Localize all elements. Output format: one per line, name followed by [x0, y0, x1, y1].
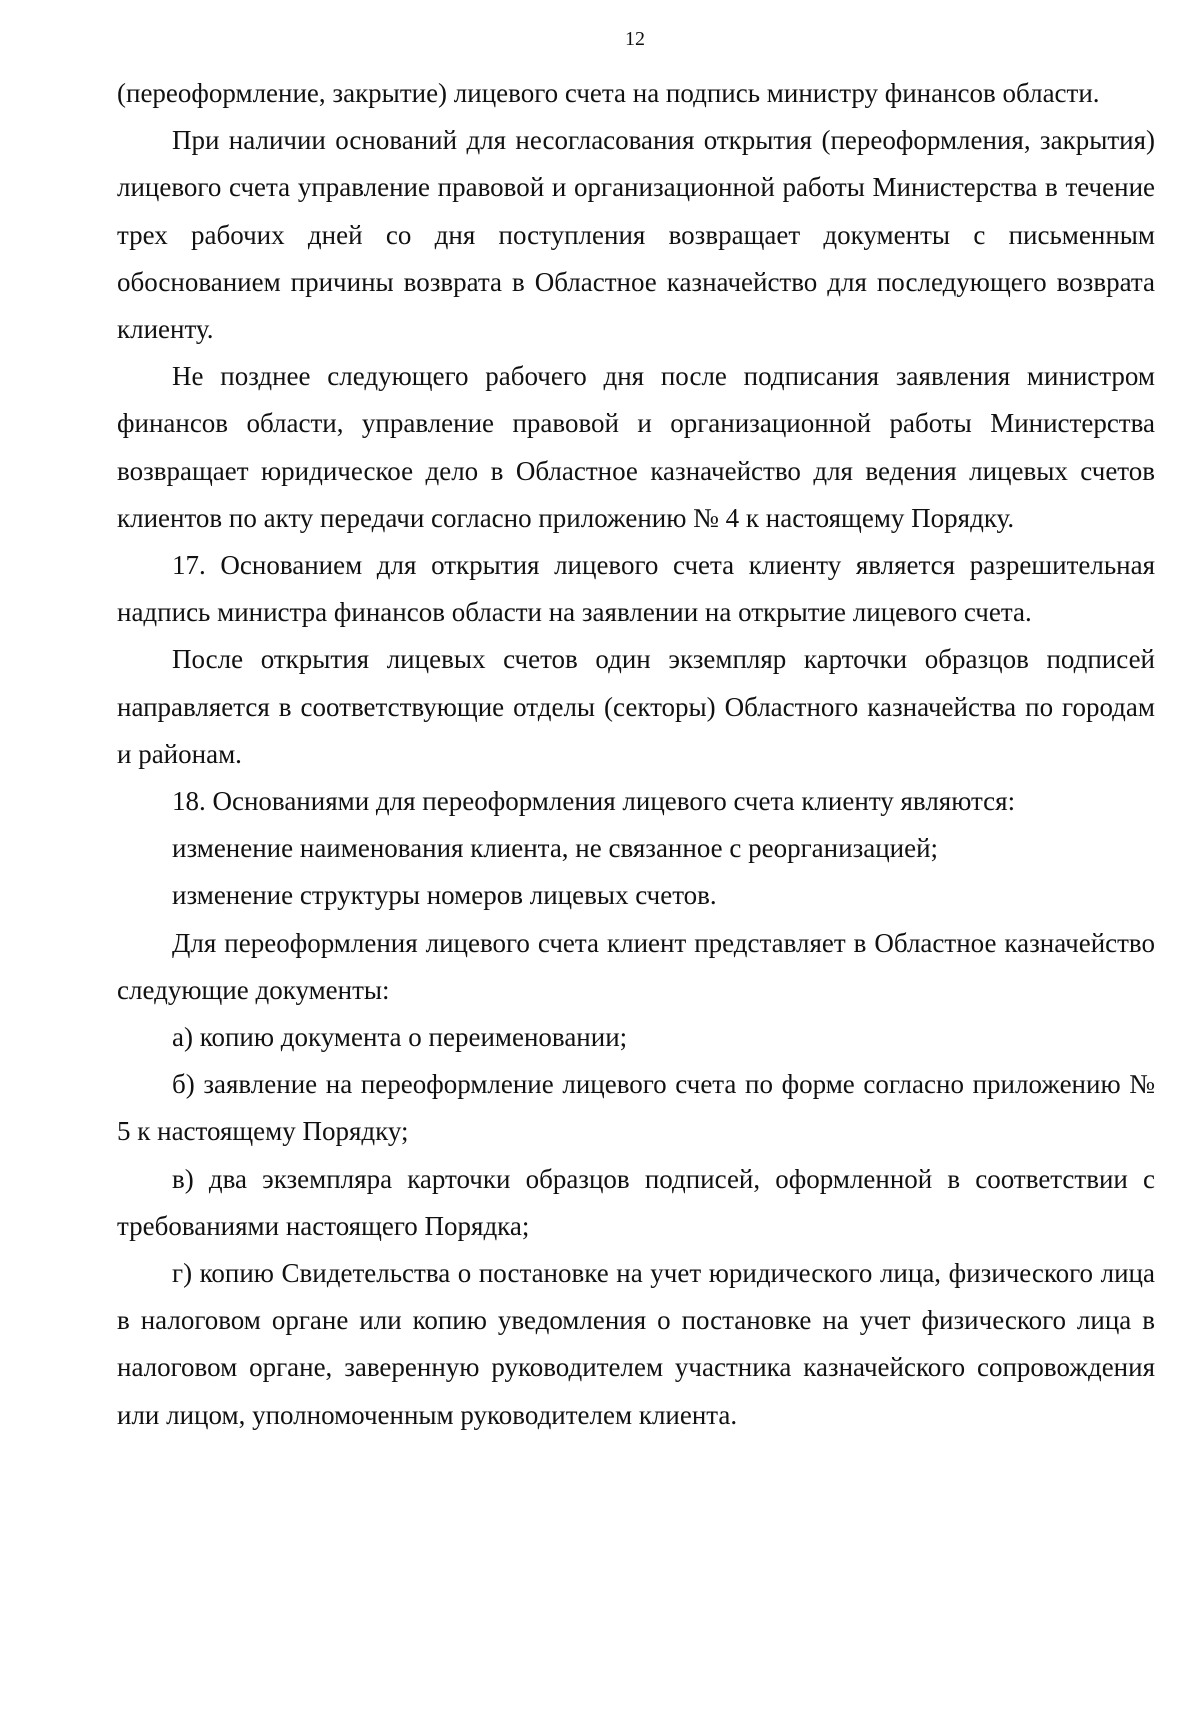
list-item-a: а) копию документа о переименовании;	[172, 1022, 628, 1053]
paragraph-signature-cards: После открытия лицевых счетов один экземпляр карточки образцов подписей направляется в соответствующие отделы (секторы) Областного казначейства по городам и районам.	[117, 644, 1155, 769]
list-item-name-change: изменение наименования клиента, не связанное с реорганизацией;	[172, 833, 939, 864]
paragraph-refusal-grounds: При наличии оснований для несогласования открытия (переоформления, закрытия) лицевого счета управление правовой и организационной работы Министерства в течение трех рабочих дней со дня поступления возвращает документы с письменным обоснованием причины возврата в Областное казначейство для последующего возврата клиенту.	[117, 125, 1155, 345]
list-item-b: б) заявление на переоформление лицевого счета по форме согласно приложению № 5 к настоящему Порядку;	[117, 1069, 1155, 1147]
paragraph-item-18: 18. Основаниями для переоформления лицевого счета клиенту являются:	[172, 786, 1016, 817]
list-item-g: г) копию Свидетельства о постановке на учет юридического лица, физического лица в налоговом органе или копию уведомления о постановке на учет физического лица в налоговом органе, заверенную руководителем участника казначейского сопровождения или лицом, уполномоченным руководителем клиента.	[117, 1258, 1155, 1430]
paragraph-item-17: 17. Основанием для открытия лицевого счета клиенту является разрешительная надпись министра финансов области на заявлении на открытие лицевого счета.	[117, 550, 1155, 628]
list-item-structure-change: изменение структуры номеров лицевых счетов.	[172, 880, 717, 911]
page-number: 12	[625, 28, 645, 50]
paragraph-return-case: Не позднее следующего рабочего дня после подписания заявления министром финансов области, управление правовой и организационной работы Министерства возвращает юридическое дело в Областное казначейство для ведения лицевых счетов клиентов по акту передачи согласно приложению № 4 к настоящему Порядку.	[117, 361, 1155, 533]
paragraph-continuation: (переоформление, закрытие) лицевого счета на подпись министру финансов области.	[117, 78, 1100, 108]
list-item-v: в) два экземпляра карточки образцов подписей, оформленной в соответствии с требованиями настоящего Порядка;	[117, 1163, 1155, 1241]
document-body	[117, 70, 1155, 1439]
paragraph-required-documents: Для переоформления лицевого счета клиент представляет в Областное казначейство следующие документы:	[117, 927, 1155, 1005]
